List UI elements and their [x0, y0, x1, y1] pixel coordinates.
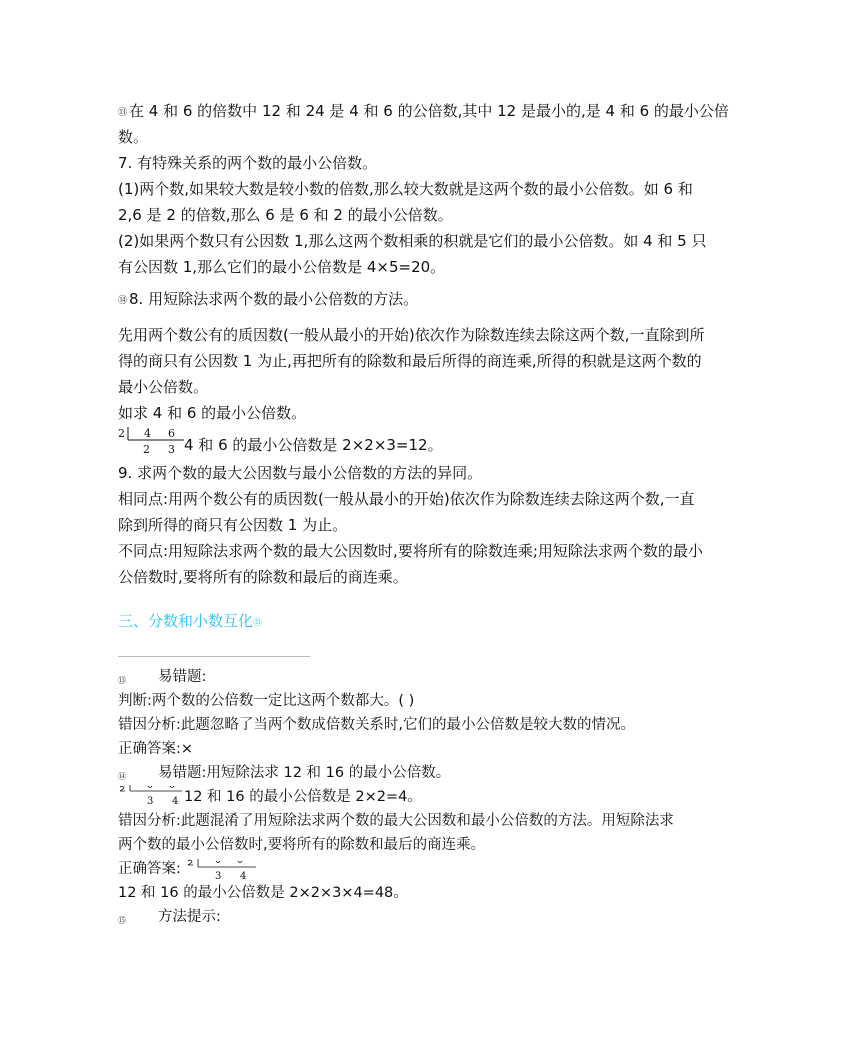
paragraph: [118, 98, 758, 124]
division-divisor: 2: [118, 427, 125, 440]
footnote-15-title: [118, 905, 758, 929]
footnote-14-line: 12 和 16 的最小公倍数是 2×2×3×4=48。: [118, 885, 408, 901]
short-division-graphic: [118, 426, 186, 456]
paragraph-cont: 除到所得的商只有公因数 1 为止。: [118, 516, 348, 534]
footnote-14-line: 两个数的最小公倍数时,要将所有的除数和最后的商连乘。: [118, 837, 486, 853]
paragraph-cont: 得的商只有公因数 1 为止,再把所有的除数和最后所得的商连乘,所得的积就是这两个数的: [118, 352, 702, 370]
document-page: [118, 98, 758, 929]
footnote-number: ⑭: [118, 772, 126, 781]
footnote-14-answer: [118, 857, 758, 881]
footnote-14-division: [118, 785, 758, 809]
footnote-marker[interactable]: ⑬: [118, 108, 128, 118]
paragraph: 先用两个数公有的质因数(一般从最小的开始)依次作为除数连续去除这两个数,一直除到所: [118, 326, 705, 344]
section-heading: [118, 608, 758, 634]
text: 12 和 16 的最小公倍数是 2×2=4。: [184, 789, 422, 805]
division-quotient-1: 2: [143, 443, 150, 456]
paragraph: (2)如果两个数只有公因数 1,那么这两个数相乘的积就是它们的最小公倍数。如 4 和 5 只: [118, 232, 707, 250]
paragraph: (1)两个数,如果较大数是较小数的倍数,那么较大数就是这两个数的最小公倍数。如 6 和: [118, 180, 693, 198]
paragraph-cont: 有公因数 1,那么它们的最小公倍数是 4×5=20。: [118, 258, 446, 276]
item-7-title: 7. 有特殊关系的两个数的最小公倍数。: [118, 154, 378, 172]
paragraph-cont: 公倍数时,要将所有的除数和最后的商连乘。: [118, 568, 408, 586]
section-heading-text: 三、分数和小数互化: [118, 612, 254, 630]
item-8-title: [118, 286, 758, 312]
footnote-separator: [118, 656, 310, 657]
paragraph-cont: 数。: [118, 128, 149, 146]
quotient-1: 3: [214, 871, 221, 881]
short-division-example: [118, 426, 758, 456]
division-quotient-2: 3: [168, 443, 175, 456]
division-number-2: 6: [168, 427, 175, 440]
division-result-text: 4 和 6 的最小公倍数是 2×2×3=12。: [184, 436, 443, 454]
footnote-14-title: [118, 761, 758, 785]
footnote-number: ⑬: [118, 676, 126, 685]
text: 易错题:用短除法求 12 和 16 的最小公倍数。: [158, 765, 451, 781]
item-9-title: 9. 求两个数的最大公因数与最小公倍数的方法的异同。: [118, 464, 483, 482]
quotient-2: 4: [239, 871, 246, 881]
paragraph: 相同点:用两个数公有的质因数(一般从最小的开始)依次作为除数连续去除这两个数,一直: [118, 490, 695, 508]
division-number-1: 4: [144, 427, 151, 440]
footnote-number: ⑮: [118, 916, 126, 925]
quotient-1: 3: [147, 796, 154, 807]
quotient-2: 4: [172, 796, 179, 807]
footnote-marker[interactable]: ⑮: [253, 618, 263, 628]
footnote-13-line: 判断:两个数的公倍数一定比这两个数都大。( ): [118, 693, 415, 709]
paragraph-cont: 2,6 是 2 的倍数,那么 6 是 6 和 2 的最小公倍数。: [118, 206, 453, 224]
paragraph-cont: 最小公倍数。: [118, 378, 209, 396]
footnote-13-line: 正确答案:×: [118, 741, 194, 757]
text: 8. 用短除法求两个数的最小公倍数的方法。: [129, 290, 419, 308]
example-line: 如求 4 和 6 的最小公倍数。: [118, 404, 307, 422]
footnote-13-line: 错因分析:此题忽略了当两个数成倍数关系时,它们的最小公倍数是较大数的情况。: [118, 717, 635, 733]
text: 正确答案:: [118, 861, 181, 877]
footnote-14-line: 错因分析:此题混淆了用短除法求两个数的最大公因数和最小公倍数的方法。用短除法求: [118, 813, 674, 829]
footnote-13-title: [118, 665, 758, 689]
short-division-graphic-wrong: [118, 785, 184, 807]
paragraph: 不同点:用短除法求两个数的最大公因数时,要将所有的除数连乘;用短除法求两个数的最小: [118, 542, 703, 560]
text: 在 4 和 6 的倍数中 12 和 24 是 4 和 6 的公倍数,其中 12 是最小的,是 4 和 6 的最小公倍: [129, 102, 729, 120]
short-division-graphic-correct: [186, 859, 258, 881]
text: 方法提示:: [158, 909, 221, 925]
text: 易错题:: [158, 669, 207, 685]
footnote-marker[interactable]: ⑭: [118, 296, 128, 306]
